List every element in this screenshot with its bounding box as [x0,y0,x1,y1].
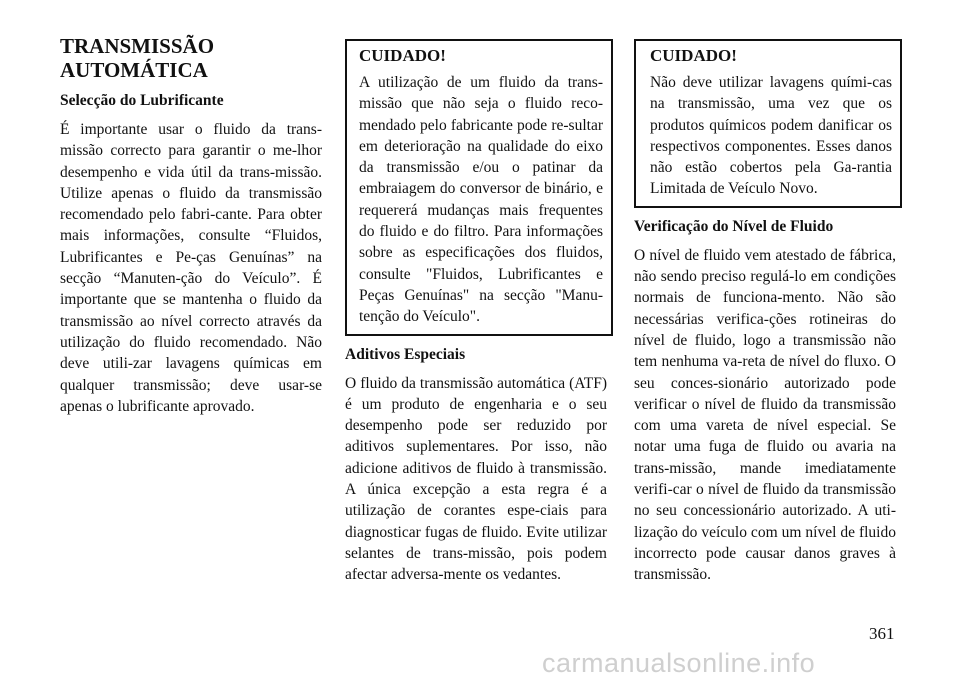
paragraph-additives: O fluido da transmissão automática (ATF) é um produto de engenharia e o seu desempenho pode ser reduzido por aditivos suplementares. Por isso, não adicione aditivos de fluido à transmissão. A única excepção a esta regra é a utilização de corantes espe-ciais para diagnosticar fugas de fluido. Evite utilizar selantes de trans-missão, pois podem afectar adversa-mente os vedantes. [345,374,607,584]
subheading-lubricant: Selecção do Lubrificante [60,92,224,109]
paragraph-lubricant: É importante usar o fluido da trans-missão correcto para garantir o me-lhor desempenho e vida útil da trans-missão. Utilize apenas o fluido da transmissão recomendado pelo fabri-cante. Para obter mais informações, consulte “Fluidos, Lubrificantes e Pe-ças Genuínas” na secção “Manuten-ção do Veículo”. É importante que se mantenha o fluido da transmissão ao nível correcto através da utilização do fluido recomendado. Não deve utili-zar lavagens químicas em qualquer transmissão; deve usar-se apenas o lubrificante aprovado. [60,121,322,415]
column-right [634,0,896,586]
title-line-2: AUTOMÁTICA [60,58,208,82]
caution-box-fluid [345,39,613,336]
subheading-additives: Aditivos Especiais [345,345,466,363]
caution-title: CUIDADO! [650,46,737,65]
subheading-fluid-level: Verificação do Nível de Fluido [634,217,834,235]
paragraph-fluid-level: O nível de fluido vem atestado de fábrica, não sendo preciso regulá-lo em condições normais de funciona-mento. Não são necessárias verifica-ções rotineiras do nível de fluido, logo a transmissão não tem nenhuma va-reta de nível do fluxo. O seu conces-sionário autorizado pode verificar o nível de fluido da transmissão com uma vareta de nível especial. Se notar uma fuga de fluido ou avaria na trans-missão, mande imediatamente verifi-car o nível de fluido da transmissão no seu concessionário autorizado. A uti-lização do veículo com um nível de fluido incorrecto pode causar danos graves à transmissão. [634,246,896,584]
caution-box-flush [634,39,902,208]
caution-title: CUIDADO! [359,46,446,65]
watermark-text: carmanualsonline.info [542,648,816,678]
page-number: 361 [869,624,895,643]
column-middle [345,0,607,586]
caution-text: Não deve utilizar lavagens quími-cas na transmissão, uma vez que os produtos químicos podem danificar os respectivos componentes. Esses danos não estão cobertos pela Ga-rantia Limitada de Veículo Novo. [650,74,892,198]
caution-text: A utilização de um fluido da trans-missão que não seja o fluido reco-mendado pelo fabricante pode re-sultar em deterioração na qualidade do eixo da transmissão e/ou o patinar da embraiagem do conversor de binário, e requererá mudanças mais frequentes do fluido e do filtro. Para informações sobre as especificações dos fluidos, consulte "Fluidos, Lubrificantes e Peças Genuínas" na secção "Manu-tenção do Veículo". [359,74,603,326]
title-line-1: TRANSMISSÃO [60,34,215,58]
section-title [60,34,322,82]
column-left [60,0,322,417]
